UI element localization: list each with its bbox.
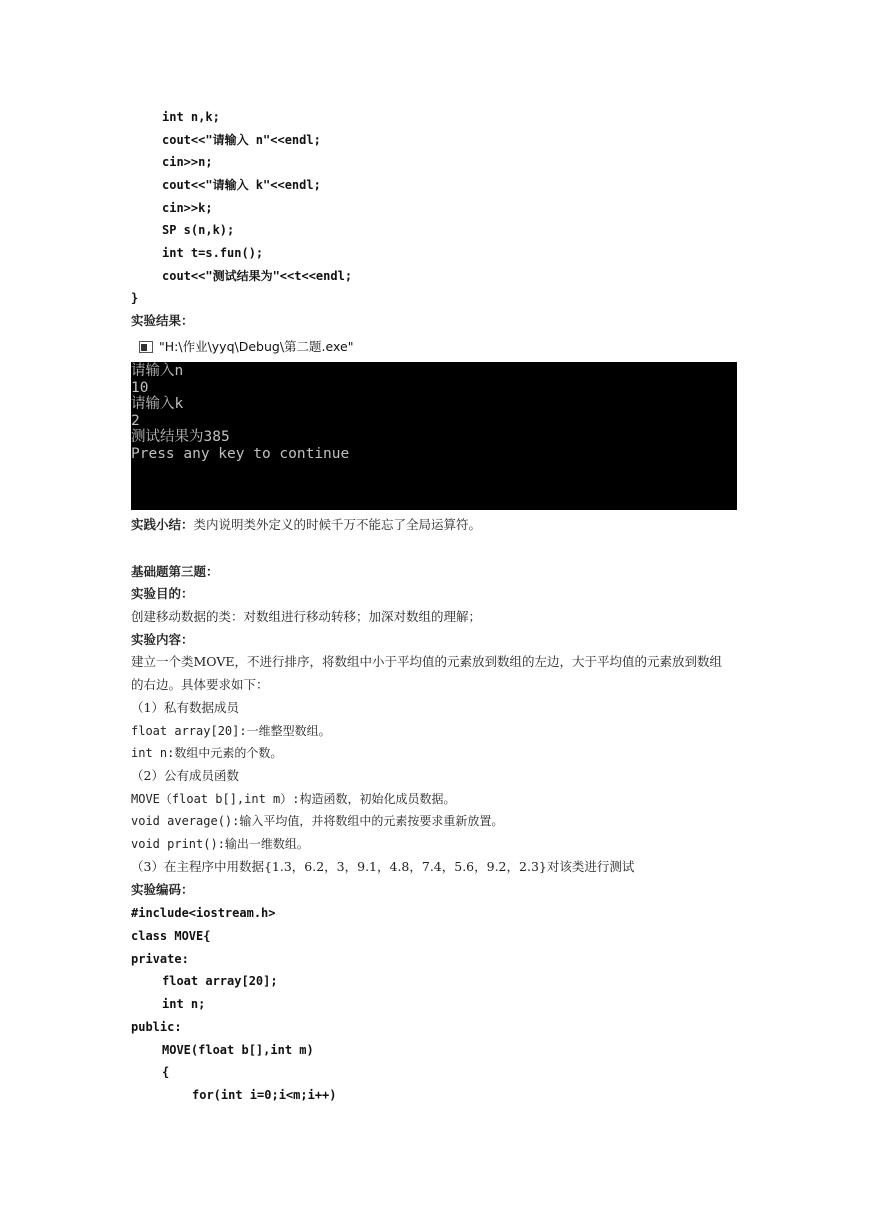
console-window-title (139, 337, 353, 357)
content-line: （2）公有成员函数 (131, 768, 239, 783)
content-line: float array[20]:一维整型数组。 (131, 724, 331, 738)
code-heading: 实验编码： (131, 882, 194, 897)
content-line: void print():输出一维数组。 (131, 837, 309, 851)
content-line: 的右边。具体要求如下： (131, 677, 269, 692)
content-line: MOVE（float b[],int m）:构造函数，初始化成员数据。 (131, 792, 456, 806)
code-line: public: (131, 1020, 182, 1034)
code-line: int t=s.fun(); (162, 246, 264, 260)
code-line: cout<<"请输入 n"<<endl; (162, 133, 321, 147)
section-title: 基础题第三题： (131, 564, 219, 579)
code-line: { (162, 1065, 170, 1079)
code-line: class MOVE{ (131, 929, 211, 943)
closing-brace: } (131, 291, 139, 305)
code-line: int n; (162, 997, 206, 1011)
summary-label: 实践小结： (131, 517, 194, 532)
code-line: cin>>n; (162, 155, 213, 169)
console-line: 10 (131, 379, 149, 396)
code-line: float array[20]; (162, 974, 278, 988)
console-output (131, 362, 737, 510)
console-title-text: "H:\作业\yyq\Debug\第二题.exe" (159, 339, 354, 354)
code-line: for(int i=0;i<m;i++) (192, 1088, 337, 1102)
console-app-icon (139, 341, 153, 353)
purpose-text: 创建移动数据的类：对数组进行移动转移；加深对数组的理解； (131, 609, 482, 624)
console-line: 请输入n (131, 363, 184, 379)
code-line: int n,k; (162, 110, 220, 124)
code-line: MOVE(float b[],int m) (162, 1043, 314, 1057)
content-line: （3）在主程序中用数据{1.3，6.2，3，9.1，4.8，7.4，5.6，9.2，2.3}对该类进行测试 (131, 859, 635, 874)
purpose-heading: 实验目的： (131, 586, 194, 601)
summary (131, 514, 481, 536)
content-heading: 实验内容： (131, 632, 194, 647)
content-line: （1）私有数据成员 (131, 700, 239, 715)
console-line: 请输入k (131, 396, 184, 412)
code-line: SP s(n,k); (162, 223, 235, 237)
code-line: cout<<"测试结果为"<<t<<endl; (162, 269, 353, 283)
content-line: int n:数组中元素的个数。 (131, 746, 283, 760)
console-line: 测试结果为385 (131, 429, 230, 445)
result-heading: 实验结果： (131, 313, 194, 328)
code-line: #include<iostream.h> (131, 906, 276, 920)
console-line: 2 (131, 412, 140, 429)
console-line: Press any key to continue (131, 445, 350, 462)
summary-text: 类内说明类外定义的时候千万不能忘了全局运算符。 (193, 517, 482, 532)
code-line: cout<<"请输入 k"<<endl; (162, 178, 321, 192)
content-line: void average():输入平均值，并将数组中的元素按要求重新放置。 (131, 814, 504, 828)
code-line: cin>>k; (162, 201, 213, 215)
code-line: private: (131, 952, 189, 966)
content-line: 建立一个类MOVE，不进行排序，将数组中小于平均值的元素放到数组的左边，大于平均值的元素放到数组 (131, 654, 722, 669)
